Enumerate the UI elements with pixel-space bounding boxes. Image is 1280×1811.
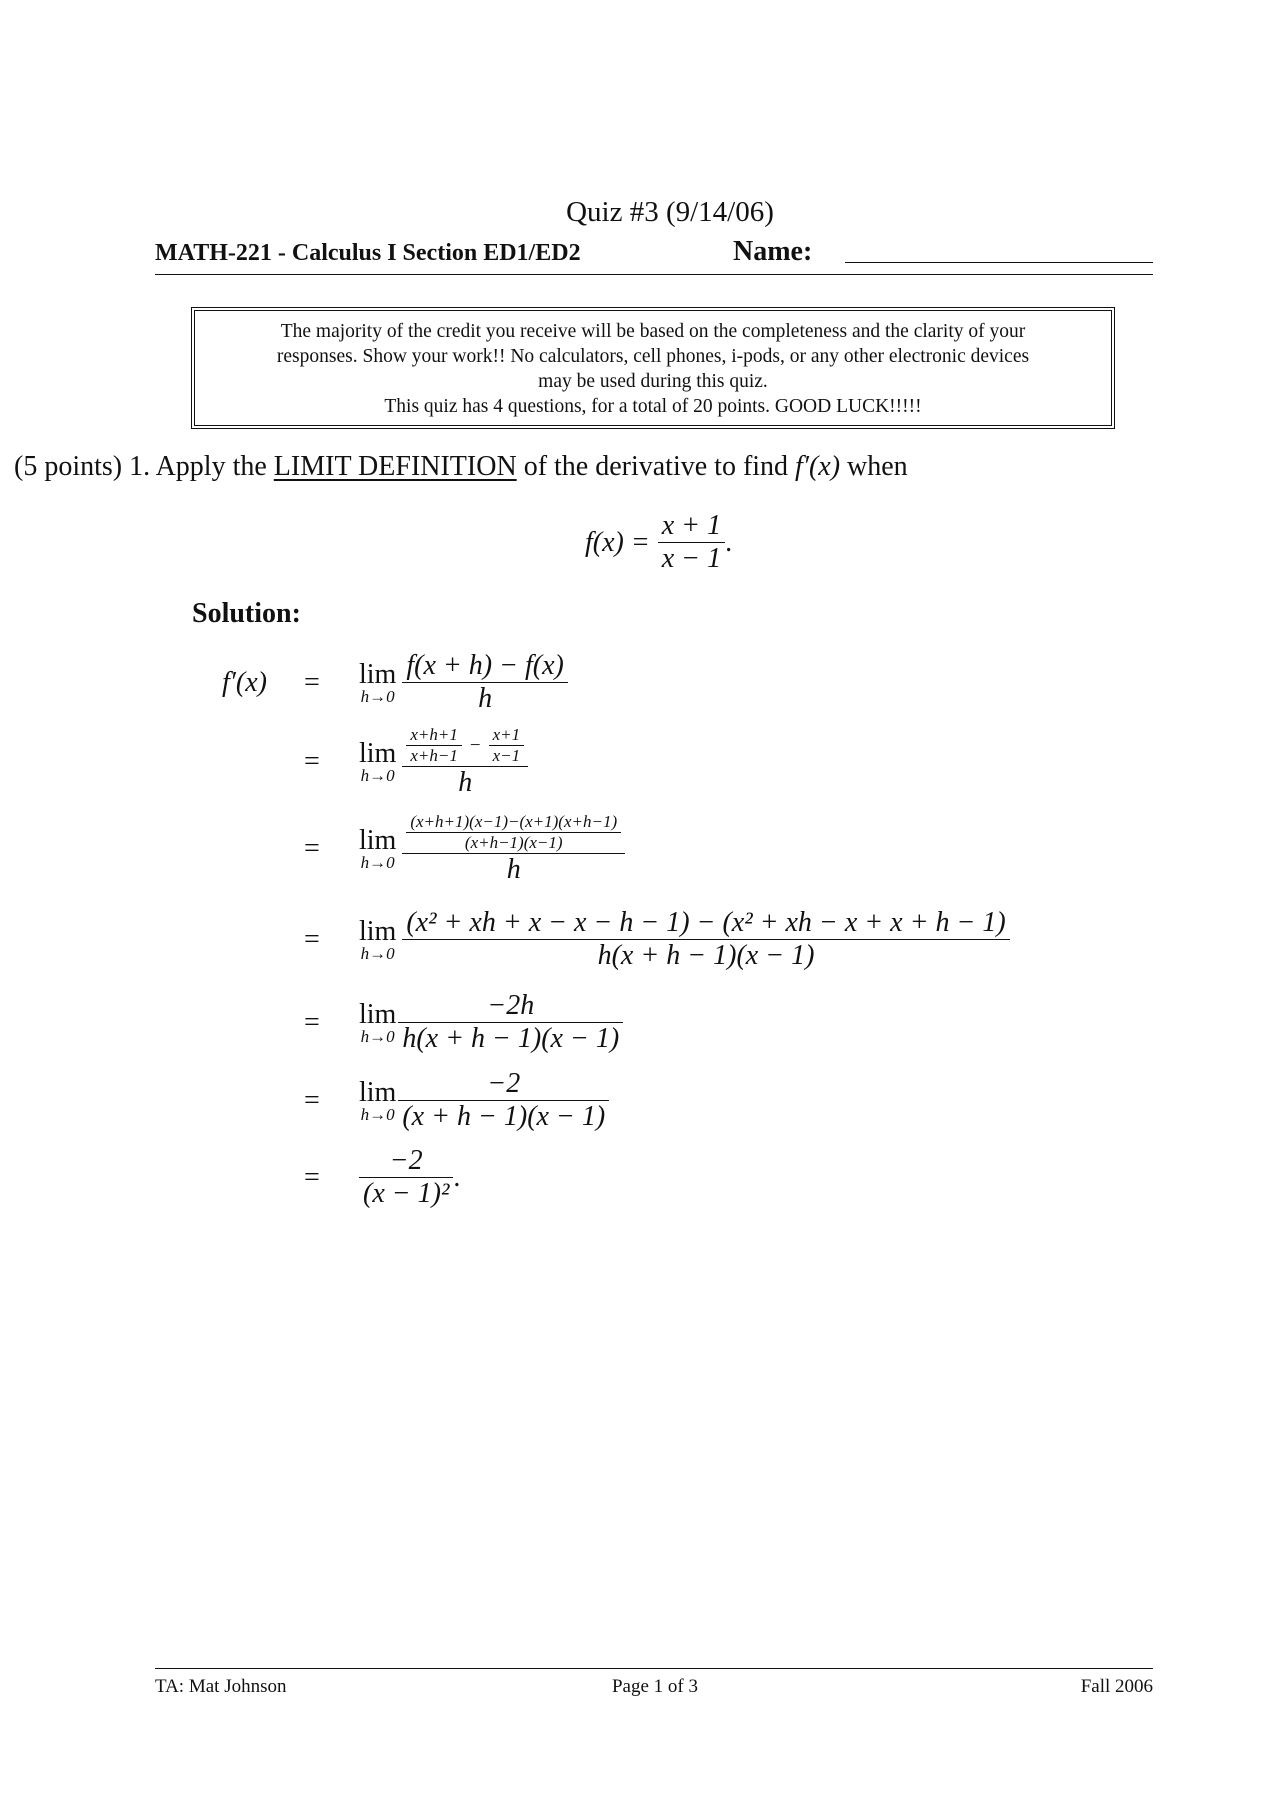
lim-text: lim [359, 738, 397, 769]
limit-definition-underlined: LIMIT DEFINITION [273, 451, 517, 482]
final-period: . [453, 1161, 461, 1193]
lim-subscript: h→0 [360, 943, 395, 963]
name-label: Name: [733, 236, 813, 267]
solution-step-2 [304, 725, 528, 799]
limit-operator [359, 916, 396, 964]
step-5-denominator: h(x + h − 1)(x − 1) [402, 1023, 620, 1054]
equals-sign: = [304, 666, 320, 698]
footer-ta: TA: Mat Johnson [155, 1676, 287, 1697]
footer-rule [155, 1668, 1153, 1669]
lim-text: lim [359, 998, 397, 1030]
limit-operator [359, 1077, 396, 1125]
lim-subscript: h→0 [360, 1104, 395, 1124]
lim-text: lim [359, 658, 397, 690]
step-6-denominator: (x + h − 1)(x − 1) [402, 1101, 606, 1132]
step-3-inner-num: (x+h+1)(x−1)−(x+1)(x+h−1) [410, 812, 618, 831]
step-2-numerator [402, 725, 528, 766]
equals-sign: = [304, 1006, 320, 1038]
step-2-b-den: x−1 [492, 746, 521, 765]
step-2-denominator: h [458, 767, 473, 798]
limit-operator [359, 738, 396, 786]
lim-text: lim [359, 825, 397, 856]
name-blank-line[interactable] [845, 262, 1153, 263]
question-1-text-before: Apply the [155, 451, 267, 482]
step-4-denominator: h(x + h − 1)(x − 1) [597, 940, 815, 971]
lim-subscript: h→0 [360, 853, 395, 872]
footer-page-number: Page 1 of 3 [611, 1676, 698, 1697]
instructions-box [191, 307, 1115, 429]
instructions-line-3: may be used during this quiz. [538, 371, 768, 392]
instructions-line-2: responses. Show your work!! No calculators, cell phones, i-pods, or any other electronic devices [276, 346, 1030, 367]
step-3-denominator: h [506, 854, 521, 885]
solution-step-1 [222, 650, 568, 715]
equals-sign: = [304, 923, 320, 955]
step-2-a-num: x+h+1 [410, 725, 458, 744]
question-1 [14, 451, 908, 483]
question-1-text-after: of the derivative to find [523, 451, 789, 482]
question-1-function [585, 510, 732, 575]
step-3-fraction [402, 812, 625, 886]
limit-operator [359, 659, 396, 707]
step-5-numerator: −2h [487, 990, 535, 1021]
solution-step-4 [304, 907, 1010, 972]
solution-step-5 [304, 990, 623, 1055]
equals-sign: = [304, 1161, 320, 1193]
instructions-line-1: The majority of the credit you receive will be based on the completeness and the clarity of your [280, 321, 1026, 342]
solution-label: Solution: [192, 598, 301, 629]
step-6-numerator: −2 [487, 1068, 521, 1099]
question-1-number: 1. [129, 451, 151, 482]
step-2-minus: − [469, 734, 481, 756]
question-1-fprime: f′(x) [795, 451, 841, 482]
step-7-numerator: −2 [389, 1145, 423, 1176]
question-1-when: when [847, 451, 908, 482]
step-4-numerator: (x² + xh + x − x − h − 1) − (x² + xh − x + x + h − 1) [406, 907, 1006, 938]
lim-text: lim [359, 1076, 397, 1108]
instructions-inner [194, 310, 1112, 426]
lim-subscript: h→0 [360, 686, 395, 706]
derivative-lhs: f′(x) [222, 666, 267, 698]
step-1-fraction [402, 650, 568, 715]
step-2-a-den: x+h−1 [410, 746, 458, 765]
step-4-fraction [402, 907, 1009, 972]
quiz-title: Quiz #3 (9/14/06) [566, 196, 774, 228]
equals-sign: = [304, 833, 320, 864]
f-denominator: x − 1 [661, 543, 722, 574]
lim-text: lim [359, 915, 397, 947]
step-3-numerator [402, 812, 625, 853]
step-2-sub-fraction-b [489, 725, 525, 766]
course-title: MATH-221 - Calculus I Section ED1/ED2 [155, 240, 581, 266]
f-lhs: f(x) = [585, 526, 650, 558]
step-5-fraction [398, 990, 623, 1055]
solution-step-7 [304, 1145, 460, 1210]
f-fraction [658, 510, 725, 575]
step-7-denominator: (x − 1)² [363, 1178, 450, 1209]
equals-sign: = [304, 1084, 320, 1116]
step-2-fraction [402, 725, 528, 799]
step-7-fraction [359, 1145, 453, 1210]
step-1-numerator: f(x + h) − f(x) [406, 650, 564, 681]
step-3-inner-den: (x+h−1)(x−1) [464, 833, 563, 852]
step-2-b-num: x+1 [492, 725, 521, 744]
step-1-denominator: h [478, 683, 493, 714]
solution-step-6 [304, 1068, 609, 1133]
lim-subscript: h→0 [360, 766, 395, 785]
step-2-sub-fraction-a [406, 725, 462, 766]
f-period: . [725, 526, 733, 558]
question-1-points: (5 points) [14, 451, 123, 482]
equals-sign: = [304, 746, 320, 777]
limit-operator [359, 999, 396, 1047]
step-3-inner-fraction [406, 812, 621, 853]
f-numerator: x + 1 [661, 510, 722, 541]
header-rule [155, 274, 1153, 275]
footer-term: Fall 2006 [1080, 1676, 1153, 1697]
limit-operator [359, 825, 396, 873]
lim-subscript: h→0 [360, 1026, 395, 1046]
solution-step-3 [304, 812, 625, 886]
step-6-fraction [398, 1068, 609, 1133]
instructions-line-4: This quiz has 4 questions, for a total of 20 points. GOOD LUCK!!!!! [384, 396, 922, 417]
